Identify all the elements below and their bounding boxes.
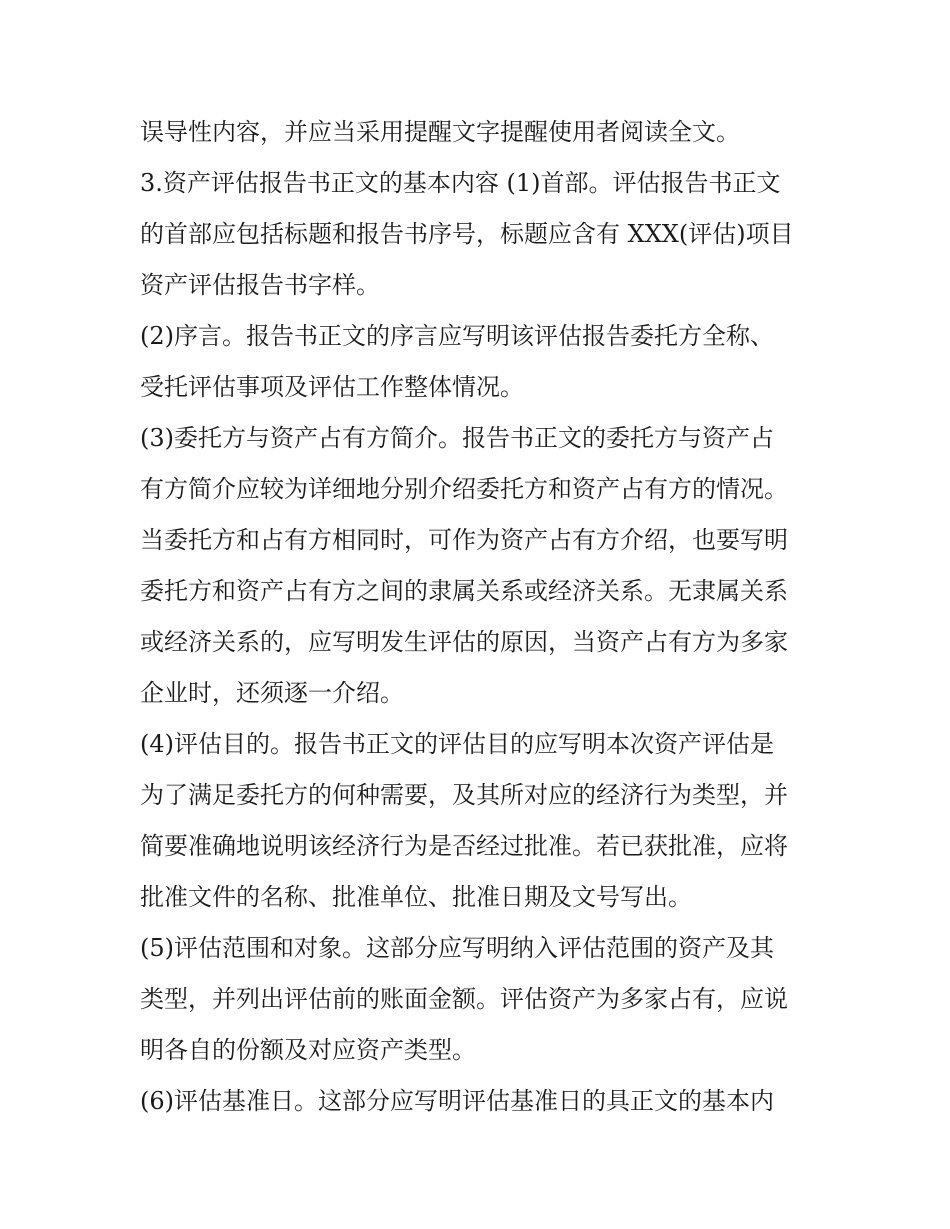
text-line: (3)委托方与资产占有方简介。报告书正文的委托方与资产占 — [140, 424, 774, 452]
text-line: 3.资产评估报告书正文的基本内容 (1)首部。评估报告书正文 — [140, 169, 781, 197]
text-line: 为了满足委托方的何种需要，及其所对应的经济行为类型，并 — [140, 781, 788, 809]
text-line: 误导性内容，并应当采用提醒文字提醒使用者阅读全文。 — [140, 118, 740, 146]
text-line: (4)评估目的。报告书正文的评估目的应写明本次资产评估是 — [140, 730, 774, 758]
text-line: 委托方和资产占有方之间的隶属关系或经济关系。无隶属关系 — [140, 577, 788, 605]
text-line: 的首部应包括标题和报告书序号，标题应含有 XXX(评估)项目 — [140, 220, 794, 248]
text-line: 或经济关系的，应写明发生评估的原因，当资产占有方为多家 — [140, 628, 788, 656]
text-line: 简要准确地说明该经济行为是否经过批准。若已获批准，应将 — [140, 832, 788, 860]
text-line: 资产评估报告书字样。 — [140, 271, 380, 299]
body-text — [140, 107, 820, 1127]
text-line: (6)评估基准日。这部分应写明评估基准日的具正文的基本内 — [140, 1087, 774, 1115]
text-line: 当委托方和占有方相同时，可作为资产占有方介绍，也要写明 — [140, 526, 788, 554]
text-line: 有方简介应较为详细地分别介绍委托方和资产占有方的情况。 — [140, 475, 788, 503]
text-line: 类型，并列出评估前的账面金额。评估资产为多家占有，应说 — [140, 985, 788, 1013]
text-line: 受托评估事项及评估工作整体情况。 — [140, 373, 524, 401]
text-line: (2)序言。报告书正文的序言应写明该评估报告委托方全称、 — [140, 322, 774, 350]
text-line: 明各自的份额及对应资产类型。 — [140, 1036, 476, 1064]
text-line: 批准文件的名称、批准单位、批准日期及文号写出。 — [140, 883, 692, 911]
text-line: 企业时，还须逐一介绍。 — [140, 679, 404, 707]
text-line: (5)评估范围和对象。这部分应写明纳入评估范围的资产及其 — [140, 934, 774, 962]
